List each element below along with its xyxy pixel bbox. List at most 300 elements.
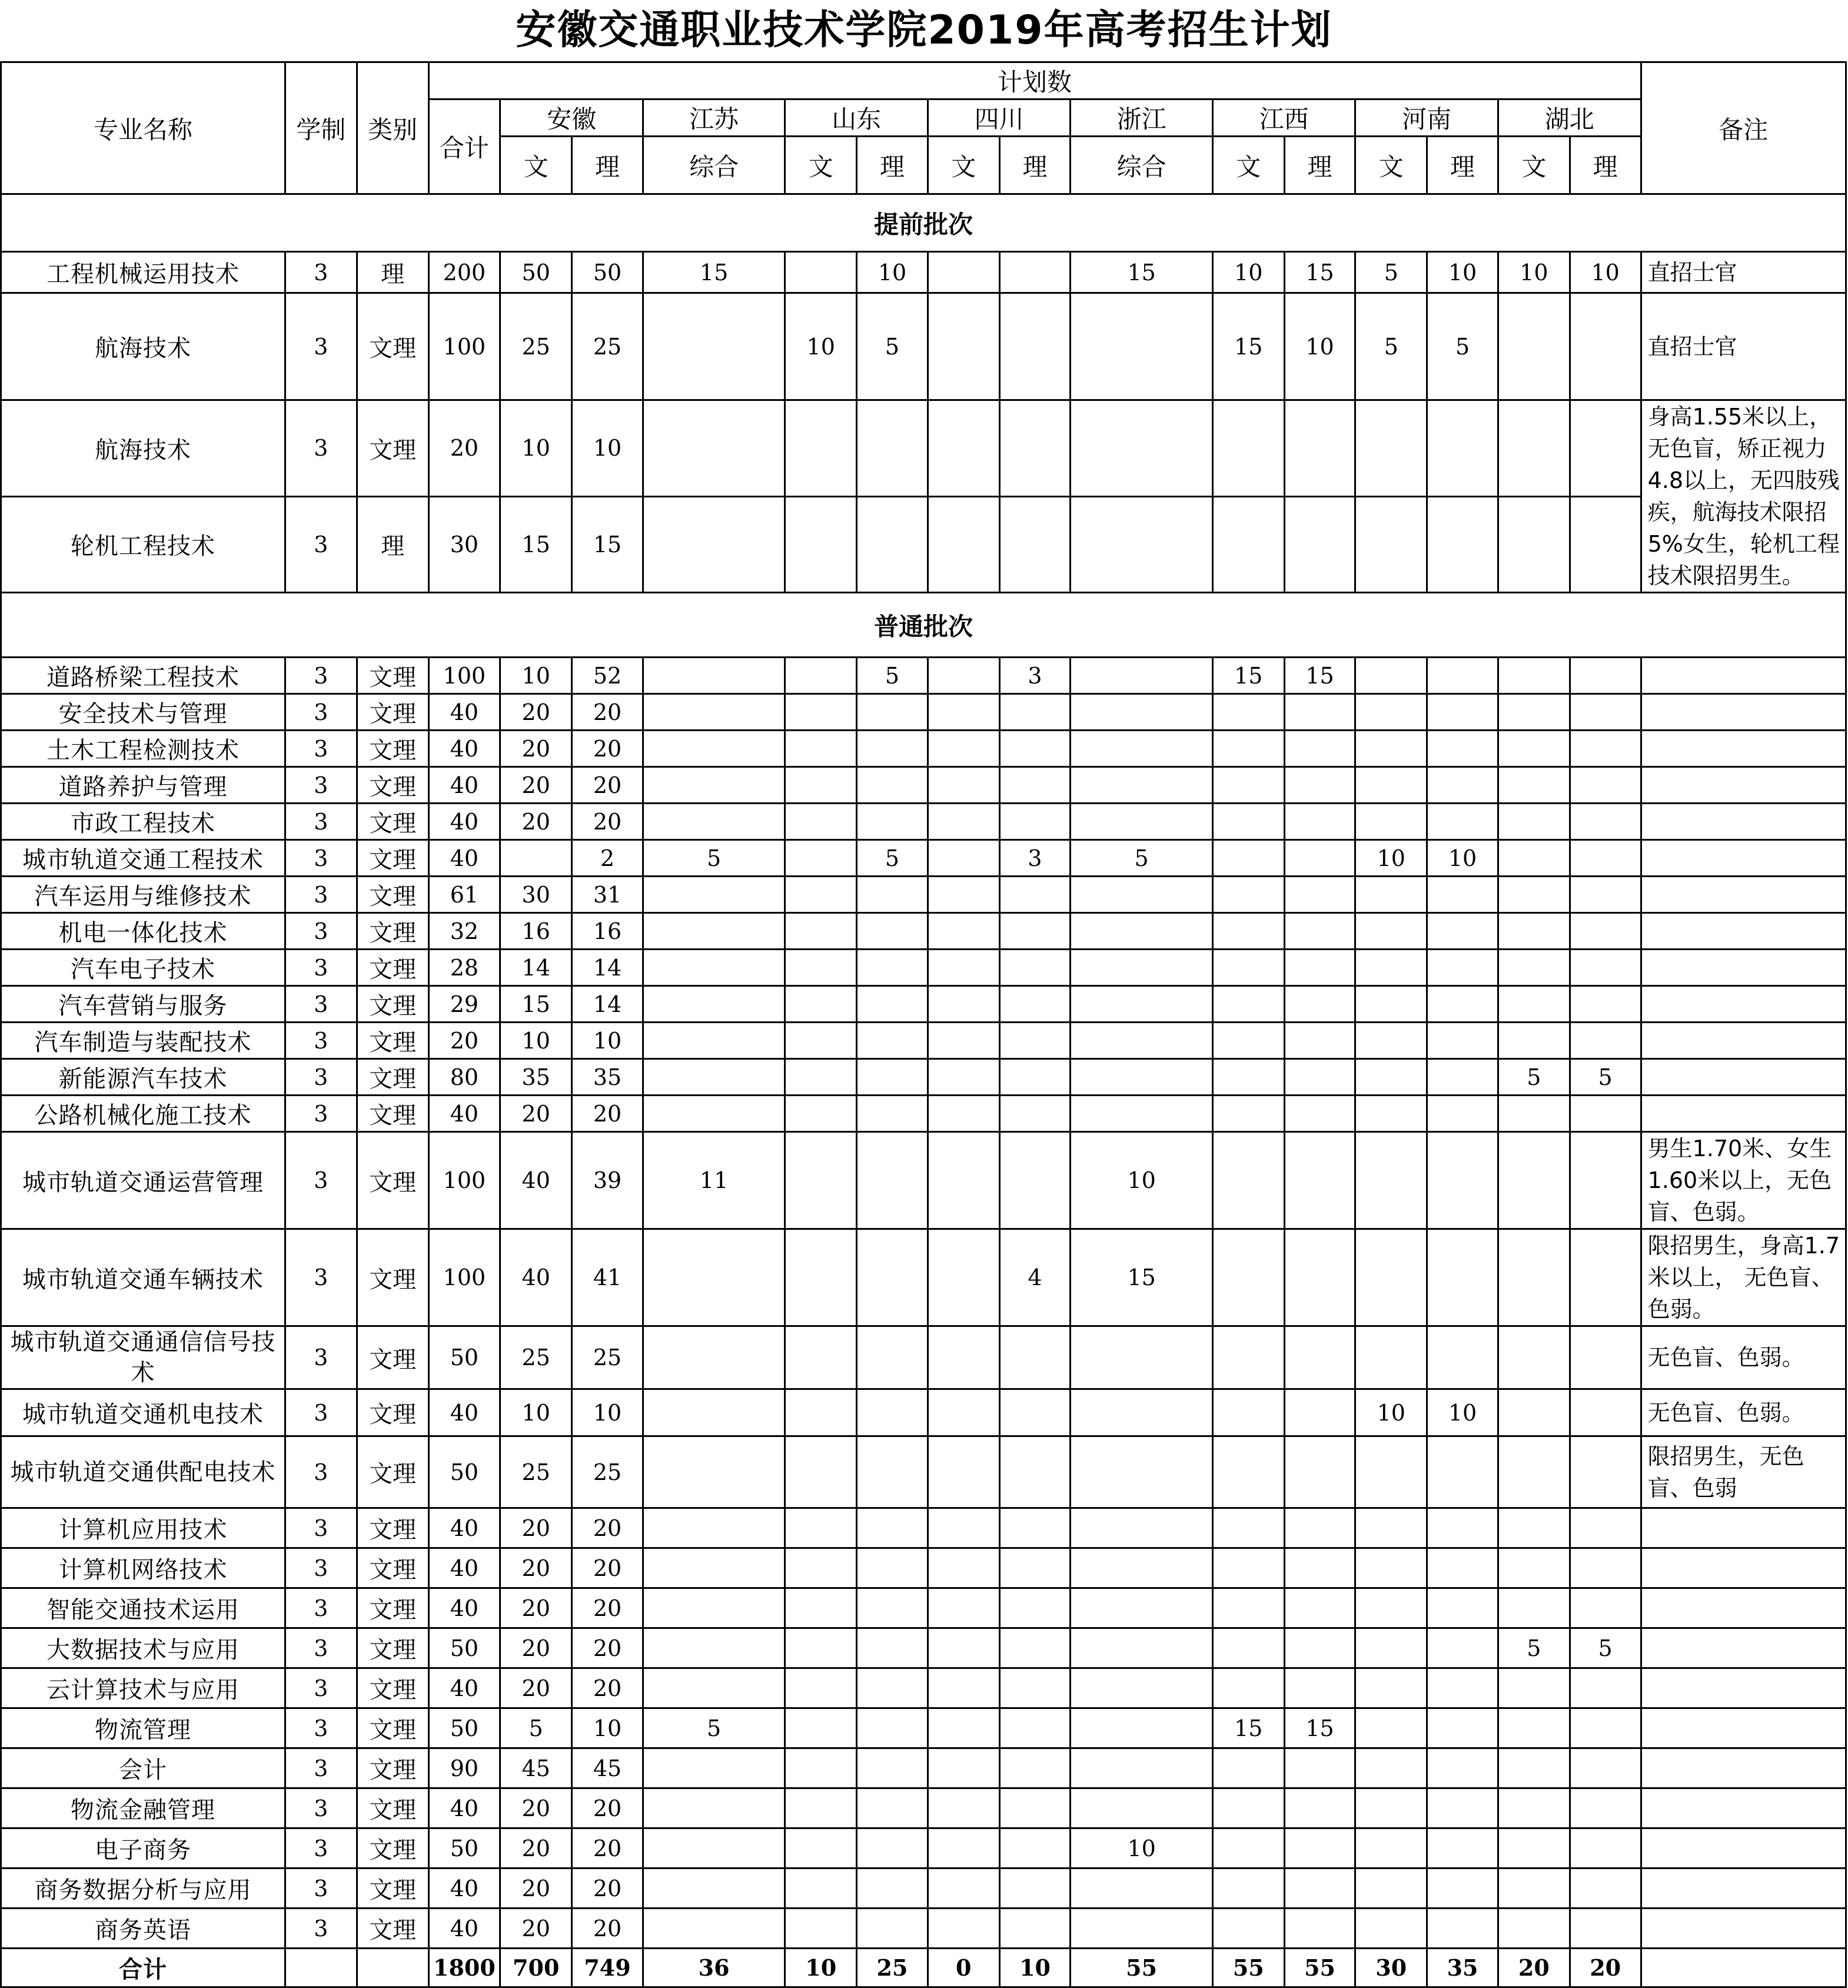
plan-cell (999, 1668, 1071, 1708)
plan-cell (928, 804, 999, 840)
header-subject: 理 (1427, 137, 1498, 194)
remark-cell (1641, 767, 1846, 804)
plan-cell (1570, 1548, 1641, 1588)
plan-cell: 0 (928, 1949, 999, 1987)
plan-cell (1427, 400, 1498, 497)
plan-cell (1498, 1023, 1570, 1059)
plan-cell (643, 804, 785, 840)
remark-cell (1641, 1668, 1846, 1708)
plan-cell (1498, 840, 1570, 877)
plan-cell (999, 1436, 1071, 1508)
plan-cell (1498, 694, 1570, 731)
remark-cell (1641, 1059, 1846, 1096)
category-cell: 文理 (357, 840, 428, 877)
category-cell: 文理 (357, 877, 428, 913)
plan-cell (1570, 877, 1641, 913)
header-plan: 计划数 (428, 62, 1641, 99)
total-cell: 50 (428, 1708, 500, 1748)
plan-cell (785, 1708, 857, 1748)
total-cell: 50 (428, 1628, 500, 1668)
plan-cell: 39 (572, 1132, 643, 1229)
plan-cell (785, 1828, 857, 1868)
plan-cell (785, 400, 857, 497)
plan-cell (1071, 767, 1212, 804)
plan-cell (1355, 1788, 1427, 1828)
plan-cell (1570, 1436, 1641, 1508)
plan-cell (785, 840, 857, 877)
category-cell: 文理 (357, 804, 428, 840)
major-name: 商务数据分析与应用 (1, 1868, 285, 1909)
plan-cell (1355, 1548, 1427, 1588)
remark-cell (1641, 1868, 1846, 1909)
plan-cell (1212, 694, 1284, 731)
batch-label: 普通批次 (1, 593, 1846, 658)
plan-cell (857, 1096, 928, 1132)
total-cell: 29 (428, 986, 500, 1023)
plan-cell (785, 1668, 857, 1708)
years-cell: 3 (285, 400, 357, 497)
plan-cell (1427, 913, 1498, 950)
table-row (1, 731, 1846, 767)
plan-cell: 45 (500, 1748, 572, 1788)
plan-cell (999, 694, 1071, 731)
plan-cell (1498, 913, 1570, 950)
plan-cell (928, 658, 999, 694)
plan-cell (999, 1748, 1071, 1788)
table-row (1, 252, 1846, 293)
table-row (1, 913, 1846, 950)
years-cell: 3 (285, 1868, 357, 1909)
plan-cell (1355, 877, 1427, 913)
plan-cell (928, 400, 999, 497)
plan-cell (999, 950, 1071, 986)
plan-cell: 10 (572, 400, 643, 497)
plan-cell (1355, 1828, 1427, 1868)
plan-cell (928, 1909, 999, 1949)
plan-cell (1427, 694, 1498, 731)
plan-cell (785, 877, 857, 913)
plan-cell: 10 (500, 1389, 572, 1436)
total-cell: 50 (428, 1828, 500, 1868)
total-cell: 30 (428, 496, 500, 593)
plan-cell (999, 1909, 1071, 1949)
major-name: 会计 (1, 1748, 285, 1788)
plan-cell (999, 496, 1071, 593)
plan-cell: 25 (572, 1436, 643, 1508)
category-cell: 文理 (357, 1868, 428, 1909)
plan-cell (999, 1508, 1071, 1548)
plan-cell (1284, 1628, 1355, 1668)
remark-cell (1641, 1628, 1846, 1668)
plan-cell (1071, 913, 1212, 950)
plan-cell (857, 1508, 928, 1548)
plan-cell: 15 (1212, 293, 1284, 400)
plan-cell (999, 767, 1071, 804)
major-name: 云计算技术与应用 (1, 1668, 285, 1708)
plan-cell: 55 (1071, 1949, 1212, 1987)
category-cell: 文理 (357, 1548, 428, 1588)
plan-cell: 749 (572, 1949, 643, 1987)
major-name: 城市轨道交通车辆技术 (1, 1229, 285, 1326)
plan-cell (928, 1229, 999, 1326)
plan-cell (1427, 658, 1498, 694)
total-cell: 40 (428, 804, 500, 840)
table-row (1, 950, 1846, 986)
remark-cell (1641, 804, 1846, 840)
major-name: 物流金融管理 (1, 1788, 285, 1828)
table-row (1, 1023, 1846, 1059)
plan-cell (999, 1059, 1071, 1096)
major-name: 航海技术 (1, 400, 285, 497)
years-cell: 3 (285, 1023, 357, 1059)
major-name: 航海技术 (1, 293, 285, 400)
plan-cell (1427, 1059, 1498, 1096)
plan-cell (643, 1548, 785, 1588)
plan-cell (928, 1023, 999, 1059)
plan-cell (999, 1788, 1071, 1828)
plan-cell (785, 1628, 857, 1668)
plan-cell (1570, 1096, 1641, 1132)
plan-cell (1355, 1748, 1427, 1788)
plan-cell (928, 293, 999, 400)
plan-cell (1355, 1023, 1427, 1059)
category-cell: 文理 (357, 950, 428, 986)
plan-cell (1212, 1628, 1284, 1668)
table-row (1, 1326, 1846, 1389)
plan-cell (999, 1132, 1071, 1229)
total-cell: 50 (428, 1436, 500, 1508)
plan-cell (1570, 1326, 1641, 1389)
plan-cell (643, 1868, 785, 1909)
plan-cell (928, 1868, 999, 1909)
total-cell: 40 (428, 1508, 500, 1548)
plan-cell (857, 1132, 928, 1229)
years-cell: 3 (285, 840, 357, 877)
plan-cell (999, 986, 1071, 1023)
total-cell: 40 (428, 1389, 500, 1436)
remark-cell (1641, 1023, 1846, 1059)
plan-cell: 20 (500, 694, 572, 731)
total-cell: 100 (428, 1132, 500, 1229)
plan-cell: 20 (500, 1828, 572, 1868)
total-cell: 40 (428, 1096, 500, 1132)
plan-cell (643, 1668, 785, 1708)
plan-cell (1427, 1548, 1498, 1588)
plan-cell (1427, 1788, 1498, 1828)
major-name: 城市轨道交通通信信号技术 (1, 1326, 285, 1389)
plan-cell (928, 1628, 999, 1668)
plan-cell (643, 694, 785, 731)
major-name: 计算机网络技术 (1, 1548, 285, 1588)
plan-cell (1212, 1868, 1284, 1909)
plan-cell (1284, 1132, 1355, 1229)
plan-cell (643, 1828, 785, 1868)
years-cell: 3 (285, 986, 357, 1023)
header-subject: 理 (999, 137, 1071, 194)
plan-cell: 5 (1570, 1628, 1641, 1668)
category-cell: 文理 (357, 1508, 428, 1548)
plan-cell (1212, 950, 1284, 986)
total-cell: 28 (428, 950, 500, 986)
plan-cell (1427, 1708, 1498, 1748)
major-name: 机电一体化技术 (1, 913, 285, 950)
enrollment-plan-table (0, 61, 1847, 1988)
remark-cell: 限招男生，无色盲、色弱 (1641, 1436, 1846, 1508)
plan-cell (1498, 1389, 1570, 1436)
plan-cell: 10 (1212, 252, 1284, 293)
plan-cell: 15 (1212, 1708, 1284, 1748)
plan-cell (928, 877, 999, 913)
major-name: 合计 (1, 1949, 285, 1987)
plan-cell (1570, 1389, 1641, 1436)
plan-cell (1212, 1096, 1284, 1132)
plan-cell (1212, 804, 1284, 840)
table-row (1, 1828, 1846, 1868)
plan-cell (857, 1389, 928, 1436)
plan-cell (1498, 1229, 1570, 1326)
years-cell: 3 (285, 1909, 357, 1949)
plan-cell: 15 (643, 252, 785, 293)
plan-cell (1284, 1229, 1355, 1326)
years-cell: 3 (285, 252, 357, 293)
years-cell: 3 (285, 694, 357, 731)
plan-cell (999, 293, 1071, 400)
plan-cell (1071, 658, 1212, 694)
plan-cell (1498, 1132, 1570, 1229)
plan-cell (643, 1389, 785, 1436)
table-row (1, 840, 1846, 877)
category-cell: 文理 (357, 1096, 428, 1132)
header-province: 浙江 (1071, 99, 1212, 137)
plan-cell (1071, 1909, 1212, 1949)
category-cell: 理 (357, 496, 428, 593)
years-cell: 3 (285, 1828, 357, 1868)
table-row (1, 293, 1846, 400)
plan-cell: 20 (500, 767, 572, 804)
plan-cell (1212, 1229, 1284, 1326)
major-name: 安全技术与管理 (1, 694, 285, 731)
plan-cell (1212, 840, 1284, 877)
remark-cell: 无色盲、色弱。 (1641, 1389, 1846, 1436)
plan-cell: 10 (1071, 1828, 1212, 1868)
total-cell: 40 (428, 767, 500, 804)
plan-cell (643, 1059, 785, 1096)
plan-cell: 10 (500, 400, 572, 497)
plan-cell (1570, 1023, 1641, 1059)
plan-cell (1284, 1059, 1355, 1096)
plan-cell (857, 913, 928, 950)
header-remark: 备注 (1641, 62, 1846, 194)
plan-cell: 10 (1284, 293, 1355, 400)
plan-cell (1498, 950, 1570, 986)
header-province: 安徽 (500, 99, 643, 137)
table-row (1, 1668, 1846, 1708)
plan-cell (1498, 1828, 1570, 1868)
plan-cell: 20 (500, 1868, 572, 1909)
plan-cell (857, 1588, 928, 1628)
plan-cell: 20 (572, 731, 643, 767)
plan-cell: 14 (572, 986, 643, 1023)
total-cell: 40 (428, 1548, 500, 1588)
plan-cell: 5 (1071, 840, 1212, 877)
table-row (1, 496, 1846, 593)
plan-cell (1284, 400, 1355, 497)
header-name: 专业名称 (1, 62, 285, 194)
remark-cell: 身高1.55米以上，无色盲，矫正视力4.8以上，无四肢残疾，航海技术限招5%女生，轮机工程技术限招男生。 (1641, 400, 1846, 593)
table-row (1, 658, 1846, 694)
plan-cell (1212, 767, 1284, 804)
remark-cell (1641, 1708, 1846, 1748)
years-cell: 3 (285, 804, 357, 840)
plan-cell (857, 1548, 928, 1588)
header-subject: 文 (500, 137, 572, 194)
plan-cell (1212, 496, 1284, 593)
total-cell: 40 (428, 1588, 500, 1628)
plan-cell (785, 1909, 857, 1949)
plan-cell (643, 1588, 785, 1628)
table-row (1, 1059, 1846, 1096)
header-subject: 文 (1355, 137, 1427, 194)
plan-cell (1570, 986, 1641, 1023)
plan-cell (1284, 877, 1355, 913)
plan-cell: 20 (572, 1096, 643, 1132)
plan-cell (1498, 1748, 1570, 1788)
plan-cell (928, 1828, 999, 1868)
category-cell: 文理 (357, 1059, 428, 1096)
plan-cell (1570, 1828, 1641, 1868)
category-cell: 文理 (357, 731, 428, 767)
plan-cell (1427, 1628, 1498, 1668)
plan-cell (785, 1436, 857, 1508)
plan-cell (1427, 1868, 1498, 1909)
plan-cell (999, 913, 1071, 950)
category-cell: 理 (357, 252, 428, 293)
plan-cell (1071, 694, 1212, 731)
major-name: 轮机工程技术 (1, 496, 285, 593)
plan-cell: 20 (572, 1868, 643, 1909)
major-name: 计算机应用技术 (1, 1508, 285, 1548)
plan-cell (1355, 1132, 1427, 1229)
plan-cell (1212, 877, 1284, 913)
plan-cell (1427, 1229, 1498, 1326)
years-cell: 3 (285, 1059, 357, 1096)
plan-cell (643, 1748, 785, 1788)
plan-cell: 10 (572, 1389, 643, 1436)
header-subject: 文 (1498, 137, 1570, 194)
plan-cell: 20 (572, 767, 643, 804)
plan-cell (928, 252, 999, 293)
plan-cell (1570, 1909, 1641, 1949)
plan-cell (785, 1748, 857, 1788)
plan-cell (1071, 1023, 1212, 1059)
plan-cell (999, 400, 1071, 497)
major-name: 商务英语 (1, 1909, 285, 1949)
plan-cell (857, 986, 928, 1023)
plan-cell (1427, 804, 1498, 840)
plan-cell (1355, 1059, 1427, 1096)
plan-cell (1071, 950, 1212, 986)
plan-cell: 5 (1427, 293, 1498, 400)
major-name: 城市轨道交通运营管理 (1, 1132, 285, 1229)
plan-cell: 50 (500, 252, 572, 293)
header-total: 合计 (428, 99, 500, 194)
plan-cell (1498, 767, 1570, 804)
table-row (1, 877, 1846, 913)
plan-cell (928, 1059, 999, 1096)
table-row (1, 986, 1846, 1023)
plan-cell (1355, 1436, 1427, 1508)
plan-cell: 35 (1427, 1949, 1498, 1987)
plan-cell (785, 1132, 857, 1229)
plan-cell: 52 (572, 658, 643, 694)
plan-cell (1212, 913, 1284, 950)
table-row (1, 1548, 1846, 1588)
table-row (1, 1229, 1846, 1326)
plan-cell (1498, 1588, 1570, 1628)
plan-cell: 20 (572, 1588, 643, 1628)
plan-cell (928, 1548, 999, 1588)
plan-cell: 11 (643, 1132, 785, 1229)
major-name: 道路养护与管理 (1, 767, 285, 804)
plan-cell: 25 (500, 1436, 572, 1508)
plan-cell (857, 950, 928, 986)
plan-cell (1212, 400, 1284, 497)
plan-cell (1212, 986, 1284, 1023)
plan-cell (857, 1668, 928, 1708)
category-cell: 文理 (357, 1708, 428, 1748)
plan-cell: 35 (572, 1059, 643, 1096)
plan-cell (1284, 1548, 1355, 1588)
table-row (1, 400, 1846, 497)
batch-row (1, 194, 1846, 252)
plan-cell (785, 1059, 857, 1096)
plan-cell: 5 (857, 658, 928, 694)
plan-cell (999, 252, 1071, 293)
header-subject: 文 (1212, 137, 1284, 194)
plan-cell (1284, 1868, 1355, 1909)
years-cell: 3 (285, 1748, 357, 1788)
total-cell: 80 (428, 1059, 500, 1096)
plan-cell: 10 (1498, 252, 1570, 293)
header-province: 湖北 (1498, 99, 1641, 137)
plan-cell: 20 (500, 1508, 572, 1548)
plan-cell: 41 (572, 1229, 643, 1326)
plan-cell (928, 767, 999, 804)
plan-cell: 25 (572, 1326, 643, 1389)
plan-cell (1284, 913, 1355, 950)
major-name: 城市轨道交通机电技术 (1, 1389, 285, 1436)
plan-cell (857, 1909, 928, 1949)
plan-cell (500, 840, 572, 877)
total-row (1, 1949, 1846, 1987)
plan-cell: 5 (857, 840, 928, 877)
plan-cell (643, 1023, 785, 1059)
header-subject: 理 (1570, 137, 1641, 194)
category-cell: 文理 (357, 1909, 428, 1949)
plan-cell (643, 1508, 785, 1548)
plan-cell (1427, 950, 1498, 986)
plan-cell (1355, 1868, 1427, 1909)
plan-cell (1071, 1096, 1212, 1132)
plan-cell (1498, 877, 1570, 913)
plan-cell (785, 913, 857, 950)
category-cell: 文理 (357, 400, 428, 497)
total-cell: 100 (428, 1229, 500, 1326)
major-name: 汽车制造与装配技术 (1, 1023, 285, 1059)
plan-cell: 20 (1498, 1949, 1570, 1987)
category-cell: 文理 (357, 1389, 428, 1436)
plan-cell (643, 1229, 785, 1326)
